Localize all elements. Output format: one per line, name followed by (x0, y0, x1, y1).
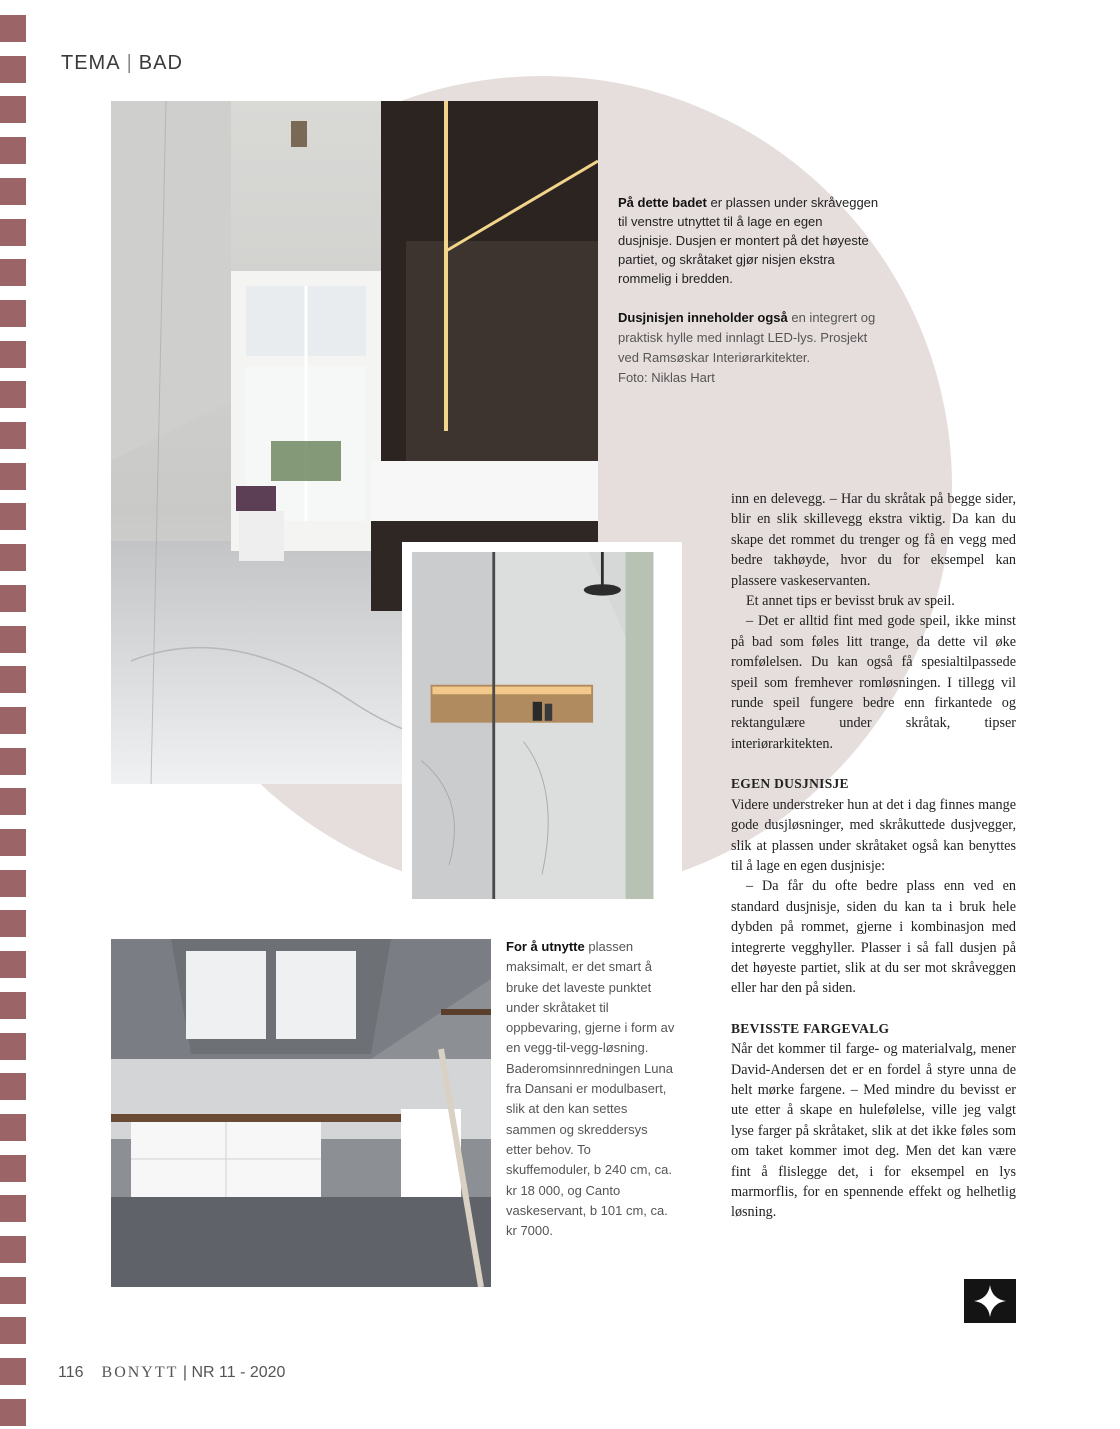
photo-loft-bathroom (111, 939, 491, 1287)
article-paragraph-3: – Det er alltid fint med gode speil, ikke minst på bad som føles litt trange, da dette vil øke romfølelsen. Du kan også få spesialtilpassede speil som fremhever romløsningen. I tillegg vil runde speil fungere bedre enn firkantede og rektangulære under skråtak, tipser interiørarkitekten. (731, 613, 1016, 752)
caption-paragraph-2 (618, 308, 880, 368)
caption-loft-text: plassen maksimalt, er det smart å bruke det laveste punktet under skråtaket til oppbevaring, gjerne i form av en vegg-til-vegg-løsning. Baderomsinnredningen Luna fra Dansani er modulbasert, slik at den kan settes sammen og skreddersys etter behov. To skuffemoduler, b 240 cm, ca. kr 18 000, og Canto vaskeservant, b 101 cm, ca. kr 7000. (506, 939, 675, 1239)
edge-tab-strip (0, 0, 26, 1429)
edge-tab (0, 1073, 26, 1100)
article-paragraph-6: Når det kommer til farge- og materialvalg, mener David-Andersen det er en fordel å styre unna de helt mørke fargene. – Med mindre du bevisst er ute etter å skape en hulefølelse, ville jeg valgt lyse farger på skråtaket, slik at det ikke føles som om taket kommer imot deg. Men det kan være fint å flislegge det, i for eksempel en lys marmorflis, for en spennende effekt og helhetlig løsning. (731, 1041, 1016, 1221)
header-separator: | (126, 52, 133, 74)
caption-lead-1: På dette badet (618, 195, 707, 210)
issue-number: NR 11 - 2020 (191, 1364, 286, 1381)
article-body (731, 489, 1016, 1223)
subheading-bevisste-fargevalg: BEVISSTE FARGEVALG (731, 1020, 890, 1036)
edge-tab (0, 56, 26, 83)
edge-tab (0, 1317, 26, 1344)
edge-tab (0, 626, 26, 653)
end-mark (964, 1279, 1016, 1323)
caption-text-1: er plassen under skråveggen til venstre utnyttet til å lage en egen dusjnisje. Dusjen er montert på det høyeste partiet, og skråtaket gjør nisjen ekstra rommelig i bredden. (618, 195, 879, 286)
footer-separator: | (182, 1364, 188, 1381)
article-paragraph-1: inn en delevegg. – Har du skråtak på begge sider, blir en slik skillevegg ekstra viktig. Da kan du skape det rommet du trenger og få en vegg med bedre takhøyde, hvor du for eksempel kan plassere vaskeservanten. (731, 491, 1016, 589)
article-paragraph-4: Videre understreker hun at det i dag finnes mange gode dusjløsninger, med skråkuttede dusjvegger, slik at plassen under skråtaket også kan benyttes til å lage en egen dusjnisje: (731, 796, 1016, 874)
edge-tab (0, 829, 26, 856)
edge-tab (0, 544, 26, 571)
edge-tab (0, 463, 26, 490)
edge-tab (0, 870, 26, 897)
edge-tab (0, 259, 26, 286)
edge-tab (0, 178, 26, 205)
edge-tab (0, 910, 26, 937)
edge-tab (0, 341, 26, 368)
photo-shower-niche (402, 542, 682, 928)
edge-tab (0, 1033, 26, 1060)
edge-tab (0, 992, 26, 1019)
caption-text-2: en integrert og praktisk hylle med innlagt LED-lys. Prosjekt ved Ramsøskar Interiørarkitekter. (618, 310, 876, 365)
edge-tab (0, 381, 26, 408)
edge-tab (0, 219, 26, 246)
article-paragraph-5: – Da får du ofte bedre plass enn ved en standard dusjnisje, siden du kan ta i bruk hele dybden på rommet, gjerne i kombinasjon med integrerte vegghyller. Plasser i så fall dusjen på det høyeste partiet, slik at du ser mot skråveggen eller har den på siden. (731, 878, 1016, 997)
section-label: TEMA (61, 52, 121, 74)
edge-tab (0, 15, 26, 42)
edge-tab (0, 666, 26, 693)
photo-credit: Foto: Niklas Hart (618, 370, 715, 385)
edge-tab (0, 1399, 26, 1426)
four-point-star-icon (964, 1279, 1016, 1323)
edge-tab (0, 748, 26, 775)
edge-tab (0, 503, 26, 530)
edge-tab (0, 1358, 26, 1385)
edge-tab (0, 707, 26, 734)
edge-tab (0, 1236, 26, 1263)
article-paragraph-2: Et annet tips er bevisst bruk av speil. (746, 593, 955, 610)
caption-main-photo (618, 193, 880, 388)
edge-tab (0, 951, 26, 978)
edge-tab (0, 300, 26, 327)
page-footer (58, 1364, 285, 1382)
caption-loft-lead: For å utnytte (506, 939, 585, 954)
edge-tab (0, 96, 26, 123)
magazine-brand: BONYTT (101, 1364, 179, 1381)
section-header (61, 52, 183, 75)
page-number: 116 (58, 1364, 84, 1381)
caption-loft-photo (506, 937, 676, 1241)
section-topic: BAD (138, 52, 183, 74)
edge-tab (0, 788, 26, 815)
edge-tab (0, 1114, 26, 1141)
edge-tab (0, 1277, 26, 1304)
edge-tab (0, 1155, 26, 1182)
edge-tab (0, 585, 26, 612)
subheading-egen-dusjnisje: EGEN DUSJNISJE (731, 776, 849, 792)
caption-lead-2: Dusjnisjen inneholder også (618, 310, 788, 325)
edge-tab (0, 137, 26, 164)
edge-tab (0, 1195, 26, 1222)
edge-tab (0, 422, 26, 449)
caption-paragraph-1 (618, 193, 880, 288)
